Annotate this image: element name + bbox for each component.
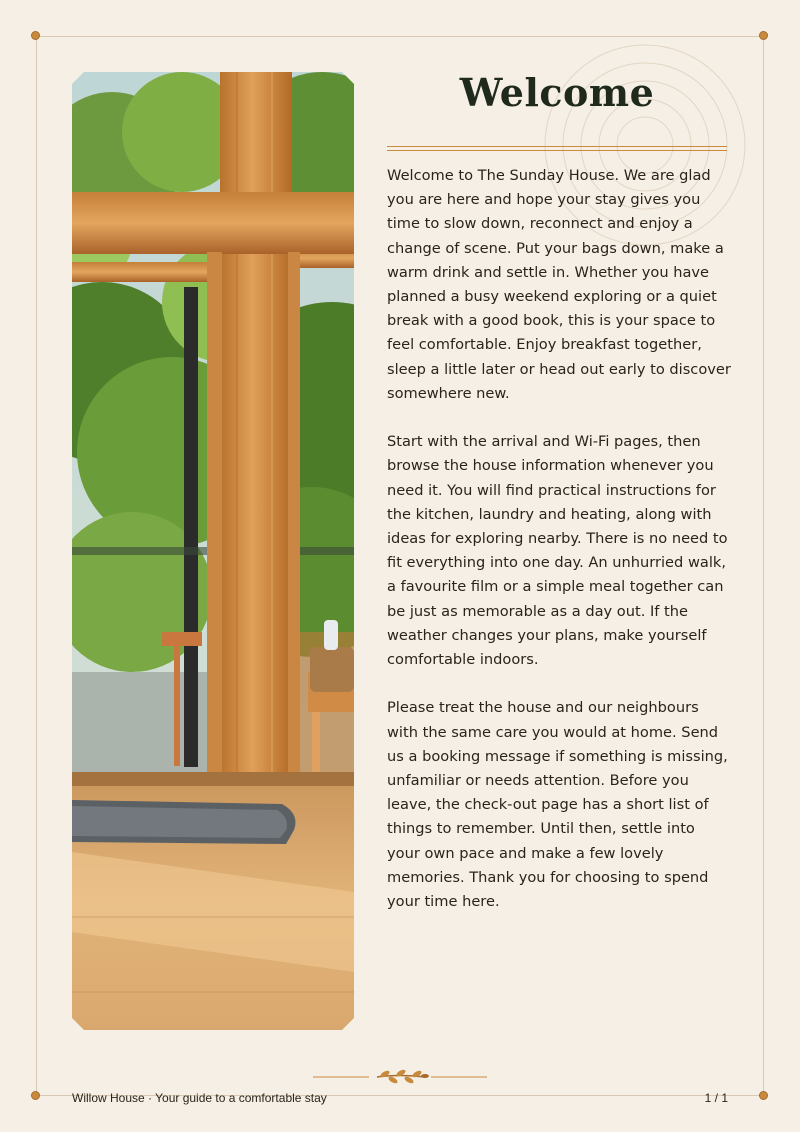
- leaf-sprig-icon: [313, 1066, 487, 1086]
- corner-dot-icon: [31, 1091, 40, 1100]
- corner-dot-icon: [759, 31, 768, 40]
- welcome-paragraph: Welcome to The Sunday House. We are glad you are here and hope your stay gives you time to slow down, reconnect and enjoy a change of scene. Put your bags down, make a warm drink and settle in. Whether you have planned a busy weekend exploring or a quiet break with a good book, this is your space to feel comfortable. Enjoy breakfast together, sleep a little later or head out early to discover somewhere new.: [387, 167, 731, 402]
- title-rule-bottom: [387, 150, 727, 151]
- frame-right-line: [763, 36, 764, 1095]
- cabin-window-photo: [72, 72, 354, 1030]
- footer-guide-label: Willow House · Your guide to a comfortable stay: [72, 1091, 327, 1105]
- welcome-paragraph: Start with the arrival and Wi-Fi pages, then browse the house information whenever you need it. You will find practical instructions for the kitchen, laundry and heating, along with ideas for exploring nearby. There is no need to fit everything into one day. An unhurried walk, a favourite film or a simple meal together can be just as memorable as a day out. If the weather changes your plans, make yourself comfortable indoors.: [387, 433, 728, 669]
- frame-left-line: [36, 36, 37, 1095]
- welcome-body: [387, 164, 732, 938]
- corner-dot-icon: [759, 1091, 768, 1100]
- footer-page-number: 1 / 1: [704, 1091, 728, 1105]
- corner-dot-icon: [31, 31, 40, 40]
- frame-top-line: [36, 36, 764, 37]
- welcome-paragraph: Please treat the house and our neighbours with the same care you would at home. Send us a booking message if something is missing, unfamiliar or needs attention. Before you leave, the check-out page has a short list of things to remember. Until then, settle into your own pace and make a few lovely memories. Thank you for choosing to spend your time here.: [387, 699, 728, 911]
- page-title: Welcome: [459, 70, 655, 115]
- title-rule-top: [387, 146, 727, 147]
